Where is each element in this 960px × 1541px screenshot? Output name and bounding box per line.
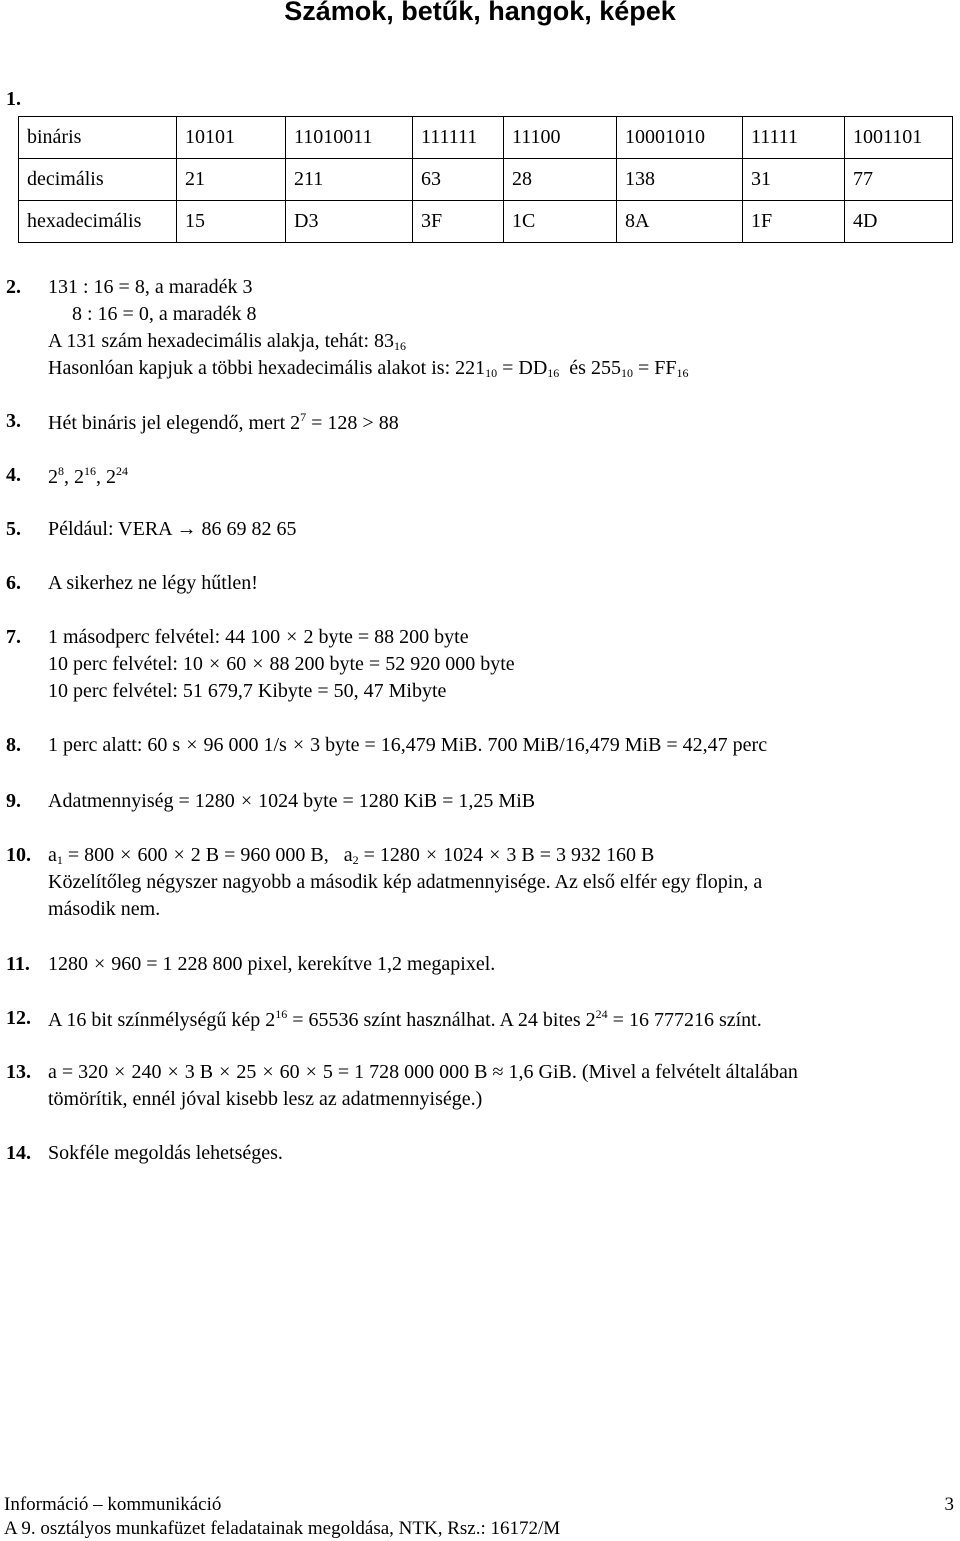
task7-line-2: 10 perc felvétel: 10 × 60 × 88 200 byte = 52 920 000 byte: [48, 653, 515, 675]
table-cell: 8A: [617, 201, 743, 243]
table-cell: 138: [617, 159, 743, 201]
task-number-7: 7.: [6, 626, 21, 648]
arrow-icon: →: [176, 518, 197, 540]
times-icon: ×: [262, 1061, 274, 1083]
task7-line-3: 10 perc felvétel: 51 679,7 Kibyte = 50, 47 Mibyte: [48, 680, 447, 702]
task3-text: Hét bináris jel elegendő, mert $2^7 = 128 > 88$: [48, 410, 399, 434]
table-cell: bináris: [19, 117, 177, 159]
task13-line-1: a = 320 × 240 × 3 B × 25 × 60 × 5 = 1 728 000 000 B ≈ 1,6 GiB. (Mivel a felvételt általában: [48, 1061, 798, 1083]
approx-icon: ≈: [492, 1061, 504, 1083]
task-number-8: 8.: [6, 734, 21, 756]
table-cell: 11111: [743, 117, 845, 159]
table-cell: 3F: [413, 201, 504, 243]
footer-line-2: A 9. osztályos munkafüzet feladatainak megoldása, NTK, Rsz.: 16172/M: [4, 1518, 561, 1539]
task4-text: $2^8$, $2^{16}$, $2^{24}$: [48, 464, 128, 488]
task-number-1: 1.: [6, 88, 21, 110]
table-cell: D3: [286, 201, 413, 243]
task6-text: A sikerhez ne légy hűtlen!: [48, 572, 258, 594]
table-row: [19, 159, 953, 201]
task-number-11: 11.: [6, 953, 30, 975]
table-cell: 21: [177, 159, 286, 201]
times-icon: ×: [489, 844, 501, 866]
task-number-10: 10.: [6, 844, 31, 866]
task10-line-1: $a_1 = 800 \times 600 \times 2$ B = 960 000 B, $a_2 = 1280 \times 1024 \times 3$ B = 3 932 160 B: [48, 844, 655, 867]
table-cell: 77: [845, 159, 953, 201]
table-cell: 28: [504, 159, 617, 201]
task2-line-1: 131 : 16 = 8, a maradék 3: [48, 276, 253, 298]
table-cell: 1F: [743, 201, 845, 243]
task7-line-1: 1 másodperc felvétel: 44 100 × 2 byte = 88 200 byte: [48, 626, 469, 648]
table-cell: 15: [177, 201, 286, 243]
table-cell: 111111: [413, 117, 504, 159]
task-number-4: 4.: [6, 464, 21, 486]
task2-line-4: Hasonlóan kapjuk a többi hexadecimális alakot is: $221_{10} = DD_{16}$ és $255_{10} = FF_{16}$: [48, 357, 689, 380]
times-icon: ×: [425, 844, 438, 866]
times-icon: ×: [292, 734, 305, 756]
task8-text: 1 perc alatt: 60 s × 96 000 1/s × 3 byte = 16,479 MiB. 700 MiB/16,479 MiB = 42,47 perc: [48, 734, 768, 756]
times-icon: ×: [219, 1061, 231, 1083]
table-cell: 10101: [177, 117, 286, 159]
task2-line-3: A 131 szám hexadecimális alakja, tehát: $83_{16}$: [48, 330, 406, 353]
task-number-3: 3.: [6, 410, 21, 432]
times-icon: ×: [167, 1061, 179, 1083]
page-title: Számok, betűk, hangok, képek: [284, 0, 676, 26]
table-cell: 1C: [504, 201, 617, 243]
table-cell: 11100: [504, 117, 617, 159]
table-cell: 4D: [845, 201, 953, 243]
table-cell: decimális: [19, 159, 177, 201]
task11-text: 1280 × 960 = 1 228 800 pixel, kerekítve 1,2 megapixel.: [48, 953, 496, 975]
times-icon: ×: [120, 844, 132, 866]
table-row: [19, 117, 953, 159]
page-number: 3: [944, 1494, 954, 1515]
task12-text: A 16 bit színmélységű kép $2^{16} = 65536$ színt használhat. A 24 bites $2^{24} = 16$ 777216 színt.: [48, 1007, 762, 1031]
times-icon: ×: [114, 1061, 126, 1083]
task10-line-2: Közelítőleg négyszer nagyobb a második kép adatmennyisége. Az első elfér egy flopin, a: [48, 871, 763, 893]
table-cell: 1001101: [845, 117, 953, 159]
table-cell: 31: [743, 159, 845, 201]
table-cell: 11010011: [286, 117, 413, 159]
footer-line-1: Információ – kommunikáció: [4, 1494, 222, 1515]
task13-line-2: tömörítik, ennél jóval kisebb lesz az adatmennyisége.): [48, 1088, 483, 1110]
times-icon: ×: [94, 953, 106, 975]
times-icon: ×: [208, 653, 221, 675]
task-number-13: 13.: [6, 1061, 31, 1083]
task-number-9: 9.: [6, 790, 21, 812]
times-icon: ×: [173, 844, 185, 866]
table-cell: 10001010: [617, 117, 743, 159]
task5-text: Például: VERA → 86 69 82 65: [48, 518, 297, 540]
task-number-2: 2.: [6, 276, 21, 298]
times-icon: ×: [186, 734, 198, 756]
task-number-12: 12.: [6, 1007, 31, 1029]
task-number-5: 5.: [6, 518, 21, 540]
times-icon: ×: [305, 1061, 317, 1083]
task10-line-3: második nem.: [48, 898, 161, 920]
task-number-6: 6.: [6, 572, 21, 594]
table-cell: hexadecimális: [19, 201, 177, 243]
times-icon: ×: [252, 653, 264, 675]
table-cell: 211: [286, 159, 413, 201]
task2-line-2: 8 : 16 = 0, a maradék 8: [72, 303, 257, 325]
table-row: [19, 201, 953, 243]
task-number-14: 14.: [6, 1142, 31, 1164]
times-icon: ×: [240, 790, 253, 812]
task9-text: Adatmennyiség = 1280 × 1024 byte = 1280 KiB = 1,25 MiB: [48, 790, 536, 812]
table-cell: 63: [413, 159, 504, 201]
task14-text: Sokféle megoldás lehetséges.: [48, 1142, 283, 1164]
times-icon: ×: [286, 626, 298, 648]
number-conversion-table: [18, 116, 953, 243]
